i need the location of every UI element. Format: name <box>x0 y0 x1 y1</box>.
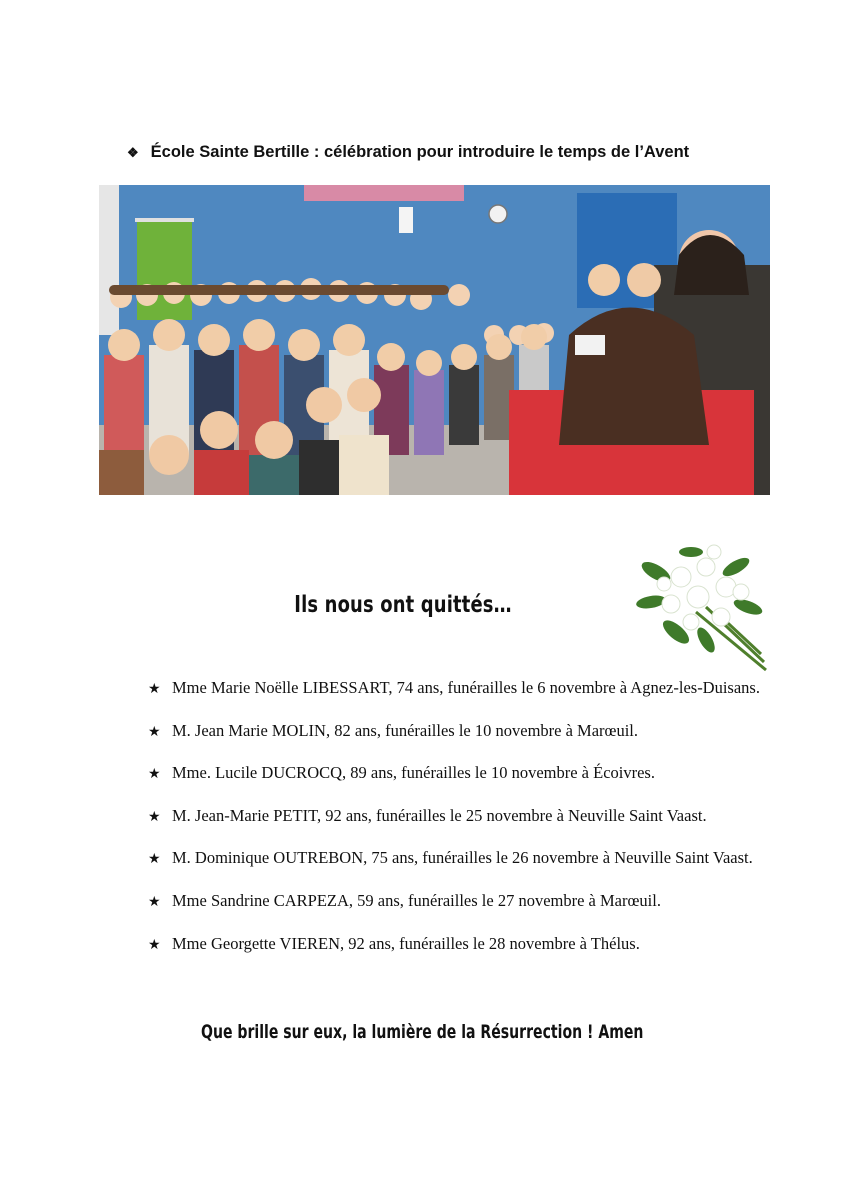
list-item-text: M. Jean Marie MOLIN, 82 ans, funérailles le 10 novembre à Marœuil. <box>172 720 638 740</box>
star-icon: ★ <box>148 766 161 783</box>
list-item <box>148 806 760 849</box>
star-icon: ★ <box>148 851 161 868</box>
list-item <box>148 678 760 721</box>
list-item-text: Mme Sandrine CARPEZA, 59 ans, funérailles le 27 novembre à Marœuil. <box>172 890 661 910</box>
list-item-text: Mme. Lucile DUCROCQ, 89 ans, funérailles le 10 novembre à Écoivres. <box>172 763 655 783</box>
obituary-list <box>148 678 760 976</box>
diamond-bullet-icon: ❖ <box>127 144 139 160</box>
list-item-text: Mme Marie Noëlle LIBESSART, 74 ans, funérailles le 6 novembre à Agnez-les-Duisans. <box>172 678 760 697</box>
list-item <box>148 891 760 934</box>
obituary-title: Ils nous ont quittés… <box>294 592 512 618</box>
list-item-text: Mme Georgette VIEREN, 92 ans, funérailles le 28 novembre à Thélus. <box>172 933 640 953</box>
list-item <box>148 763 760 806</box>
star-icon: ★ <box>148 936 161 953</box>
white-flower-bouquet-icon <box>636 542 772 674</box>
star-icon: ★ <box>148 808 161 825</box>
school-heading-text: École Sainte Bertille : célébration pour introduire le temps de l’Avent <box>150 143 690 161</box>
list-item-text: M. Jean-Marie PETIT, 92 ans, funérailles le 25 novembre à Neuville Saint Vaast. <box>172 805 707 825</box>
list-item-text: M. Dominique OUTREBON, 75 ans, funérailles le 26 novembre à Neuville Saint Vaast. <box>172 848 753 868</box>
classroom-photo <box>99 185 770 495</box>
star-icon: ★ <box>148 681 161 697</box>
star-icon: ★ <box>148 893 161 910</box>
closing-prayer: Que brille sur eux, la lumière de la Résurrection ! Amen <box>201 1021 644 1043</box>
list-item <box>148 934 760 977</box>
school-heading <box>127 143 689 162</box>
list-item <box>148 848 760 891</box>
star-icon: ★ <box>148 723 161 740</box>
list-item <box>148 721 760 764</box>
